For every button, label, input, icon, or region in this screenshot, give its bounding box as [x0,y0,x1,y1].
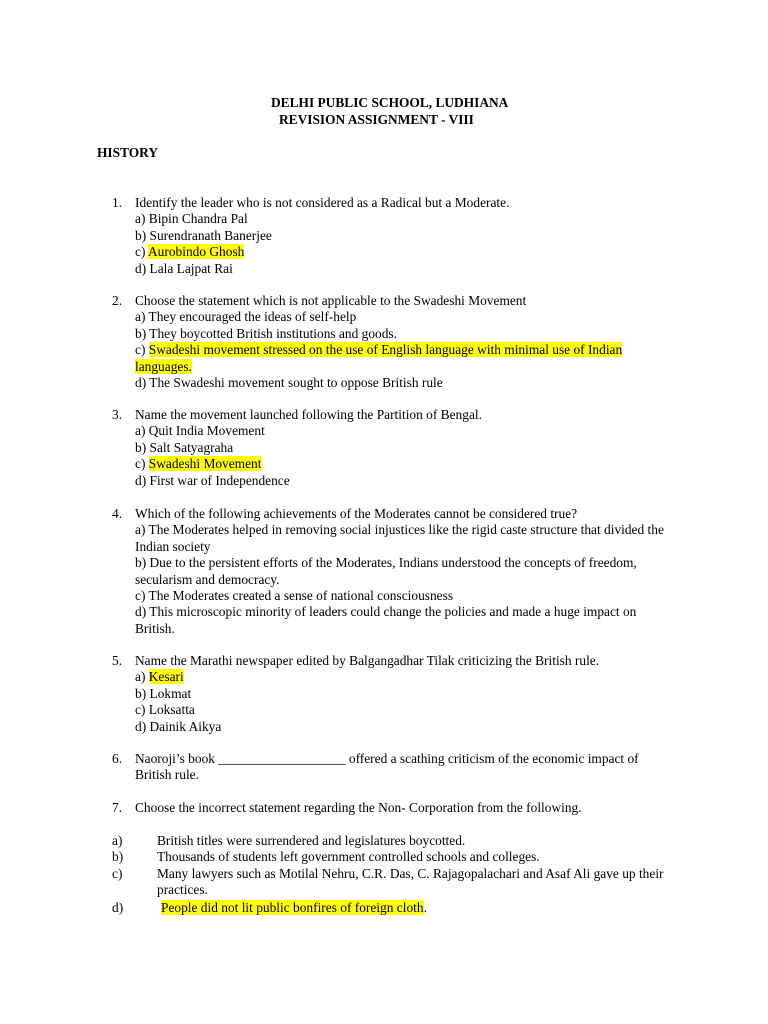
question-number: 5. [112,653,123,668]
option-d: d) People did not lit public bonfires of foreign cloth. [112,899,427,915]
question-number: 6. [112,751,123,766]
option-text: They boycotted British institutions and goods. [149,325,397,341]
option-a: a) British titles were surrendered and legislatures boycotted. [112,833,466,848]
question-4 [112,506,672,637]
question-stem: Which of the following achievements of the Moderates cannot be considered true? [135,506,578,521]
assignment-title: REVISION ASSIGNMENT - VIII [279,112,474,127]
question-7-options [112,833,672,916]
option-a: a) The Moderates helped in removing social injustices like the rigid caste structure that divided the Indian society [135,522,664,554]
option-text: The Moderates created a sense of national consciousness [148,588,454,604]
option-c: c) Loksatta [135,702,195,718]
option-text: Lokmat [149,685,192,701]
school-name: DELHI PUBLIC SCHOOL, LUDHIANA [271,95,509,110]
option-text: Loksatta [148,702,195,718]
option-d: d) This microscopic minority of leaders could change the policies and made a huge impact on British. [135,604,637,636]
question-number: 1. [112,195,123,210]
option-d: d) Lala Lajpat Rai [135,260,233,276]
option-b: b) They boycotted British institutions and goods. [135,325,397,341]
question-number: 2. [112,293,123,308]
question-6 [112,751,672,784]
highlighted-answer: Swadeshi Movement [148,456,262,472]
question-number: 7. [112,800,123,815]
option-text: They encouraged the ideas of self-help [148,309,357,325]
option-c: c) Swadeshi Movement [135,456,262,472]
option-text: Salt Satyagraha [149,439,234,455]
option-b: b) Salt Satyagraha [135,439,234,455]
option-text: The Moderates helped in removing social injustices like the rigid caste structure that divided the Indian society [135,522,664,554]
option-text: Bipin Chandra Pal [148,211,248,227]
question-5 [112,653,672,735]
question-3 [112,407,672,489]
question-1 [112,195,672,277]
question-number: 3. [112,407,123,422]
question-stem: Name the Marathi newspaper edited by Balgangadhar Tilak criticizing the British rule. [135,653,600,668]
option-b: b) Lokmat [135,685,192,701]
question-stem: Name the movement launched following the Partition of Bengal. [135,407,482,422]
subject-heading: HISTORY [97,145,159,160]
question-2 [112,293,672,391]
option-a: a) Quit India Movement [135,423,265,439]
question-stem: Choose the incorrect statement regarding the Non- Corporation from the following. [135,800,582,815]
option-b: b) Due to the persistent efforts of the Moderates, Indians understood the concepts of freedom, secularism and democracy. [135,555,637,587]
question-stem: Choose the statement which is not applicable to the Swadeshi Movement [135,293,527,308]
option-text: Lala Lajpat Rai [149,260,233,276]
option-c: c) Many lawyers such as Motilal Nehru, C.R. Das, C. Rajagopalachari and Asaf Ali gave up their practices. [112,865,664,898]
option-text: Many lawyers such as Motilal Nehru, C.R. Das, C. Rajagopalachari and Asaf Ali gave up their practices. [157,865,664,898]
option-d: d) The Swadeshi movement sought to oppose British rule [135,375,443,391]
option-d: d) Dainik Aikya [135,718,222,734]
highlighted-answer: Swadeshi movement stressed on the use of English language with minimal use of Indian languages. [135,342,623,374]
highlighted-answer: People did not lit public bonfires of foreign cloth [161,899,424,915]
option-a: a) They encouraged the ideas of self-help [135,309,357,325]
highlighted-answer: Aurobindo Ghosh [148,244,245,260]
option-text: This microscopic minority of leaders could change the policies and made a huge impact on British. [135,604,637,636]
option-text: British titles were surrendered and legislatures boycotted. [157,833,466,848]
highlighted-answer: Kesari [148,669,184,685]
question-stem: Naoroji’s book ___________________ offered a scathing criticism of the economic impact of British rule. [135,751,639,783]
option-b: b) Surendranath Banerjee [135,227,272,243]
question-stem: Identify the leader who is not considered as a Radical but a Moderate. [135,195,510,210]
option-b: b) Thousands of students left government controlled schools and colleges. [112,849,540,865]
option-text: Quit India Movement [148,423,265,439]
option-text: The Swadeshi movement sought to oppose British rule [149,375,443,391]
option-text: Due to the persistent efforts of the Moderates, Indians understood the concepts of freedom, secularism and democracy. [135,555,637,587]
option-text: Surendranath Banerjee [149,227,272,243]
question-number: 4. [112,506,123,521]
option-d: d) First war of Independence [135,472,290,488]
option-c: c) Swadeshi movement stressed on the use of English language with minimal use of Indian languages. [135,342,623,374]
option-text: Dainik Aikya [149,718,222,734]
option-text: Thousands of students left government controlled schools and colleges. [157,849,540,865]
option-c: c) The Moderates created a sense of national consciousness [135,588,454,604]
option-a: a) Bipin Chandra Pal [135,211,248,227]
option-a: a) Kesari [135,669,184,685]
option-text: First war of Independence [149,472,290,488]
option-c: c) Aurobindo Ghosh [135,244,245,260]
question-7 [112,800,672,816]
